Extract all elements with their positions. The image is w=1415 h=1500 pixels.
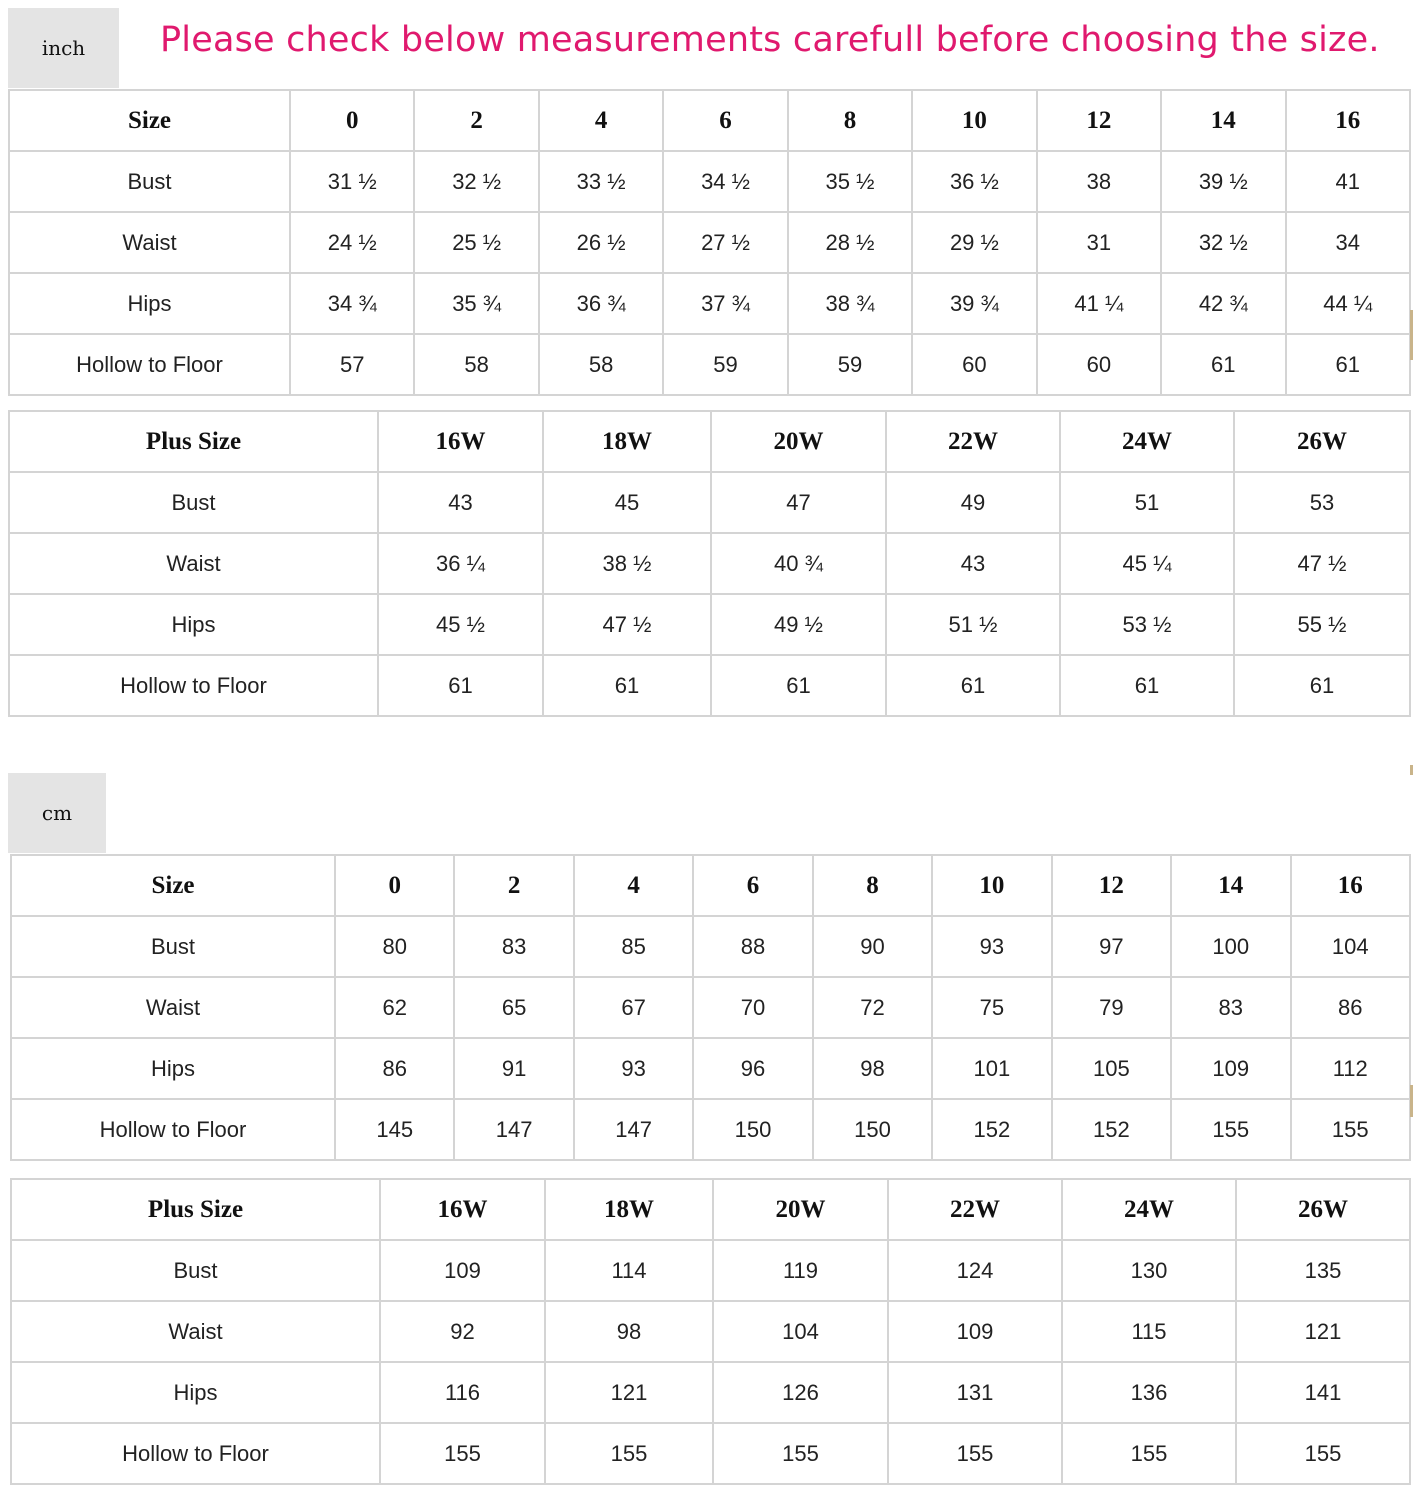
measurement-value-cell: 119 [713, 1240, 888, 1301]
measurement-value-cell: 31 [1037, 212, 1161, 273]
size-header-cell: 4 [539, 90, 663, 151]
inch-plus-size-table [8, 410, 1411, 717]
measurement-value-cell: 41 [1286, 151, 1411, 212]
measurement-value-cell: 51 [1060, 472, 1234, 533]
size-header-cell: 10 [932, 855, 1051, 916]
unit-label-inch: inch [8, 8, 119, 88]
header-label-cell: Size [9, 90, 290, 151]
measurement-label-cell: Hips [11, 1038, 335, 1099]
measurement-value-cell: 75 [932, 977, 1051, 1038]
measurement-value-cell: 155 [888, 1423, 1062, 1484]
measurement-value-cell: 121 [1236, 1301, 1410, 1362]
measurement-value-cell: 61 [543, 655, 711, 716]
inch-plus-row [9, 533, 1410, 594]
measurement-notice: Please check below measurements carefull before choosing the size. [160, 20, 1380, 60]
measurement-value-cell: 88 [693, 916, 812, 977]
measurement-label-cell: Hollow to Floor [11, 1099, 335, 1160]
cm-plus-size-table [10, 1178, 1411, 1485]
measurement-value-cell: 72 [813, 977, 932, 1038]
measurement-value-cell: 96 [693, 1038, 812, 1099]
measurement-value-cell: 65 [454, 977, 573, 1038]
measurement-value-cell: 47 ½ [1234, 533, 1410, 594]
measurement-value-cell: 83 [1171, 977, 1290, 1038]
measurement-label-cell: Waist [11, 977, 335, 1038]
measurement-label-cell: Bust [11, 1240, 380, 1301]
measurement-value-cell: 61 [1161, 334, 1285, 395]
measurement-value-cell: 155 [1062, 1423, 1236, 1484]
size-header-cell: 20W [713, 1179, 888, 1240]
measurement-value-cell: 60 [912, 334, 1036, 395]
measurement-label-cell: Hips [11, 1362, 380, 1423]
measurement-value-cell: 44 ¼ [1286, 273, 1411, 334]
measurement-value-cell: 53 ½ [1060, 594, 1234, 655]
measurement-value-cell: 67 [574, 977, 693, 1038]
inch-standard-size-table [8, 89, 1411, 396]
cm-plus-row [11, 1423, 1410, 1484]
measurement-value-cell: 130 [1062, 1240, 1236, 1301]
measurement-value-cell: 109 [888, 1301, 1062, 1362]
measurement-value-cell: 61 [711, 655, 886, 716]
measurement-label-cell: Hollow to Floor [11, 1423, 380, 1484]
measurement-value-cell: 57 [290, 334, 414, 395]
measurement-value-cell: 70 [693, 977, 812, 1038]
measurement-label-cell: Waist [11, 1301, 380, 1362]
measurement-value-cell: 150 [813, 1099, 932, 1160]
measurement-value-cell: 38 ¾ [788, 273, 912, 334]
measurement-value-cell: 155 [380, 1423, 545, 1484]
measurement-value-cell: 62 [335, 977, 454, 1038]
measurement-value-cell: 34 [1286, 212, 1411, 273]
measurement-value-cell: 80 [335, 916, 454, 977]
inch-standard-row [9, 212, 1410, 273]
measurement-value-cell: 141 [1236, 1362, 1410, 1423]
edge-mark [1410, 310, 1413, 360]
measurement-value-cell: 24 ½ [290, 212, 414, 273]
measurement-value-cell: 105 [1052, 1038, 1171, 1099]
unit-label-cm: cm [8, 773, 106, 853]
measurement-value-cell: 92 [380, 1301, 545, 1362]
measurement-value-cell: 26 ½ [539, 212, 663, 273]
measurement-value-cell: 58 [539, 334, 663, 395]
size-header-cell: 16 [1291, 855, 1411, 916]
size-header-cell: 12 [1037, 90, 1161, 151]
size-header-cell: 2 [414, 90, 538, 151]
measurement-value-cell: 126 [713, 1362, 888, 1423]
measurement-value-cell: 41 ¼ [1037, 273, 1161, 334]
measurement-value-cell: 39 ½ [1161, 151, 1285, 212]
inch-plus-row [9, 594, 1410, 655]
measurement-value-cell: 61 [1060, 655, 1234, 716]
measurement-value-cell: 32 ½ [414, 151, 538, 212]
measurement-value-cell: 39 ¾ [912, 273, 1036, 334]
size-header-cell: 20W [711, 411, 886, 472]
cm-standard-row [11, 1038, 1410, 1099]
measurement-value-cell: 45 ¼ [1060, 533, 1234, 594]
header-label-cell: Plus Size [9, 411, 378, 472]
size-header-cell: 18W [545, 1179, 713, 1240]
measurement-value-cell: 135 [1236, 1240, 1410, 1301]
size-header-cell: 6 [663, 90, 787, 151]
size-header-cell: 12 [1052, 855, 1171, 916]
measurement-value-cell: 104 [1291, 916, 1411, 977]
measurement-value-cell: 124 [888, 1240, 1062, 1301]
measurement-value-cell: 79 [1052, 977, 1171, 1038]
size-header-cell: 26W [1234, 411, 1410, 472]
measurement-value-cell: 83 [454, 916, 573, 977]
cm-plus-row [11, 1362, 1410, 1423]
size-header-cell: 26W [1236, 1179, 1410, 1240]
size-header-cell: 0 [290, 90, 414, 151]
measurement-value-cell: 147 [574, 1099, 693, 1160]
size-header-cell: 6 [693, 855, 812, 916]
measurement-value-cell: 136 [1062, 1362, 1236, 1423]
measurement-value-cell: 40 ¾ [711, 533, 886, 594]
measurement-value-cell: 101 [932, 1038, 1051, 1099]
size-header-cell: 16W [378, 411, 543, 472]
measurement-value-cell: 35 ¾ [414, 273, 538, 334]
measurement-value-cell: 59 [663, 334, 787, 395]
measurement-value-cell: 29 ½ [912, 212, 1036, 273]
measurement-value-cell: 86 [335, 1038, 454, 1099]
measurement-value-cell: 116 [380, 1362, 545, 1423]
inch-standard-header-row [9, 90, 1410, 151]
measurement-value-cell: 114 [545, 1240, 713, 1301]
measurement-value-cell: 155 [1291, 1099, 1411, 1160]
measurement-value-cell: 152 [932, 1099, 1051, 1160]
measurement-value-cell: 28 ½ [788, 212, 912, 273]
measurement-value-cell: 112 [1291, 1038, 1411, 1099]
size-header-cell: 8 [813, 855, 932, 916]
measurement-label-cell: Hollow to Floor [9, 334, 290, 395]
measurement-label-cell: Waist [9, 533, 378, 594]
measurement-value-cell: 25 ½ [414, 212, 538, 273]
measurement-value-cell: 45 [543, 472, 711, 533]
measurement-value-cell: 27 ½ [663, 212, 787, 273]
measurement-label-cell: Hollow to Floor [9, 655, 378, 716]
size-header-cell: 16W [380, 1179, 545, 1240]
measurement-value-cell: 43 [378, 472, 543, 533]
measurement-value-cell: 155 [545, 1423, 713, 1484]
cm-plus-row [11, 1240, 1410, 1301]
measurement-value-cell: 37 ¾ [663, 273, 787, 334]
header-label-cell: Plus Size [11, 1179, 380, 1240]
measurement-value-cell: 51 ½ [886, 594, 1060, 655]
measurement-value-cell: 150 [693, 1099, 812, 1160]
measurement-value-cell: 38 [1037, 151, 1161, 212]
measurement-value-cell: 36 ¾ [539, 273, 663, 334]
measurement-value-cell: 104 [713, 1301, 888, 1362]
measurement-value-cell: 109 [1171, 1038, 1290, 1099]
inch-plus-header-row [9, 411, 1410, 472]
measurement-value-cell: 59 [788, 334, 912, 395]
measurement-value-cell: 98 [813, 1038, 932, 1099]
measurement-value-cell: 36 ½ [912, 151, 1036, 212]
edge-mark [1410, 1085, 1413, 1117]
measurement-value-cell: 31 ½ [290, 151, 414, 212]
measurement-value-cell: 58 [414, 334, 538, 395]
cm-standard-row [11, 977, 1410, 1038]
measurement-value-cell: 155 [1171, 1099, 1290, 1160]
measurement-value-cell: 47 ½ [543, 594, 711, 655]
measurement-value-cell: 60 [1037, 334, 1161, 395]
size-header-cell: 24W [1062, 1179, 1236, 1240]
measurement-value-cell: 91 [454, 1038, 573, 1099]
size-header-cell: 22W [886, 411, 1060, 472]
measurement-value-cell: 93 [574, 1038, 693, 1099]
measurement-value-cell: 42 ¾ [1161, 273, 1285, 334]
size-header-cell: 16 [1286, 90, 1411, 151]
cm-plus-row [11, 1301, 1410, 1362]
measurement-value-cell: 38 ½ [543, 533, 711, 594]
measurement-value-cell: 61 [886, 655, 1060, 716]
measurement-value-cell: 34 ½ [663, 151, 787, 212]
measurement-value-cell: 98 [545, 1301, 713, 1362]
measurement-value-cell: 145 [335, 1099, 454, 1160]
size-header-cell: 4 [574, 855, 693, 916]
measurement-value-cell: 131 [888, 1362, 1062, 1423]
measurement-value-cell: 33 ½ [539, 151, 663, 212]
measurement-value-cell: 53 [1234, 472, 1410, 533]
measurement-value-cell: 147 [454, 1099, 573, 1160]
measurement-value-cell: 47 [711, 472, 886, 533]
measurement-value-cell: 86 [1291, 977, 1411, 1038]
measurement-value-cell: 115 [1062, 1301, 1236, 1362]
size-header-cell: 10 [912, 90, 1036, 151]
size-header-cell: 0 [335, 855, 454, 916]
measurement-value-cell: 43 [886, 533, 1060, 594]
cm-standard-row [11, 1099, 1410, 1160]
size-header-cell: 24W [1060, 411, 1234, 472]
measurement-value-cell: 152 [1052, 1099, 1171, 1160]
size-header-cell: 2 [454, 855, 573, 916]
measurement-value-cell: 109 [380, 1240, 545, 1301]
measurement-value-cell: 155 [713, 1423, 888, 1484]
measurement-label-cell: Hips [9, 273, 290, 334]
measurement-value-cell: 36 ¼ [378, 533, 543, 594]
cm-standard-size-table [10, 854, 1411, 1161]
measurement-value-cell: 121 [545, 1362, 713, 1423]
inch-plus-row [9, 472, 1410, 533]
cm-standard-header-row [11, 855, 1410, 916]
size-header-cell: 22W [888, 1179, 1062, 1240]
measurement-value-cell: 85 [574, 916, 693, 977]
inch-standard-row [9, 334, 1410, 395]
measurement-value-cell: 32 ½ [1161, 212, 1285, 273]
measurement-value-cell: 93 [932, 916, 1051, 977]
measurement-value-cell: 34 ¾ [290, 273, 414, 334]
size-header-cell: 18W [543, 411, 711, 472]
header-label-cell: Size [11, 855, 335, 916]
measurement-value-cell: 97 [1052, 916, 1171, 977]
measurement-value-cell: 55 ½ [1234, 594, 1410, 655]
measurement-label-cell: Hips [9, 594, 378, 655]
inch-standard-row [9, 151, 1410, 212]
measurement-value-cell: 35 ½ [788, 151, 912, 212]
measurement-value-cell: 49 [886, 472, 1060, 533]
measurement-value-cell: 61 [1234, 655, 1410, 716]
measurement-label-cell: Bust [9, 151, 290, 212]
measurement-value-cell: 90 [813, 916, 932, 977]
size-header-cell: 8 [788, 90, 912, 151]
measurement-value-cell: 155 [1236, 1423, 1410, 1484]
measurement-label-cell: Waist [9, 212, 290, 273]
size-header-cell: 14 [1171, 855, 1290, 916]
inch-standard-row [9, 273, 1410, 334]
cm-standard-row [11, 916, 1410, 977]
size-header-cell: 14 [1161, 90, 1285, 151]
edge-mark [1410, 765, 1413, 775]
inch-plus-row [9, 655, 1410, 716]
measurement-label-cell: Bust [11, 916, 335, 977]
cm-plus-header-row [11, 1179, 1410, 1240]
measurement-label-cell: Bust [9, 472, 378, 533]
measurement-value-cell: 45 ½ [378, 594, 543, 655]
measurement-value-cell: 49 ½ [711, 594, 886, 655]
measurement-value-cell: 61 [378, 655, 543, 716]
measurement-value-cell: 61 [1286, 334, 1411, 395]
measurement-value-cell: 100 [1171, 916, 1290, 977]
